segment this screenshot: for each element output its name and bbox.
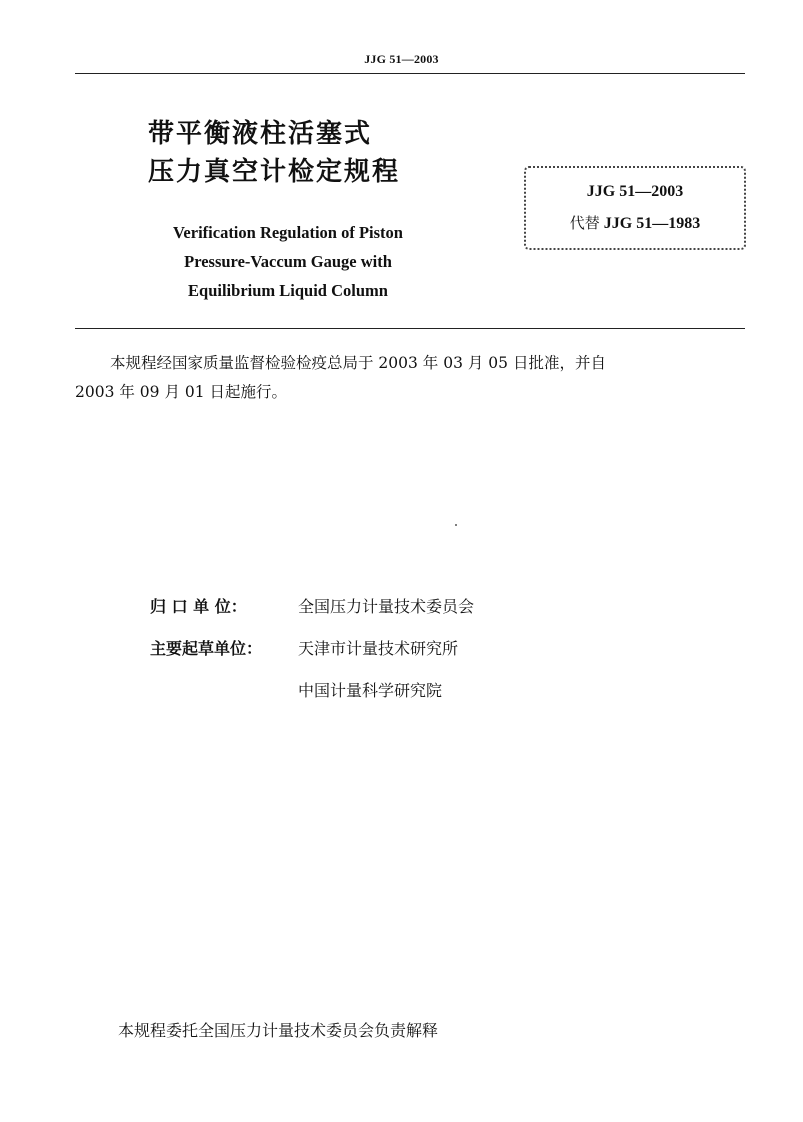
replaces-label: 代替	[569, 214, 600, 232]
replaced-code: JJG 51—1983	[603, 215, 701, 232]
title-english-line-2: Pressure-Vaccum Gauge with	[184, 252, 392, 271]
stray-dot	[455, 524, 457, 526]
title-chinese-line-1: 带平衡液柱活塞式	[148, 119, 373, 149]
replaces-code-line	[524, 212, 746, 233]
approval-paragraph	[75, 349, 745, 407]
interpretation-note: 本规程委托全国压力计量技术委员会负责解释	[118, 1021, 439, 1040]
header-standard-code: JJG 51—2003	[364, 52, 439, 66]
standard-code: JJG 51—2003	[586, 183, 684, 200]
responsible-unit: 全国压力计量技术委员会	[298, 597, 475, 616]
drafting-unit-label: 主要起草单位：	[150, 639, 263, 658]
header-rule	[75, 73, 745, 74]
approval-line-2: 2003 年 09 月 01 日起施行。	[75, 383, 288, 401]
drafting-unit-1: 天津市计量技术研究所	[298, 639, 459, 658]
title-english-line-1: Verification Regulation of Piston	[173, 223, 403, 242]
section-rule	[75, 328, 745, 329]
responsible-unit-label: 归 口 单 位：	[150, 597, 247, 616]
drafting-unit-2: 中国计量科学研究院	[298, 681, 443, 700]
approval-line-1: 本规程经国家质量监督检验检疫总局于 2003 年 03 月 05 日批准，并自	[110, 354, 606, 372]
standard-code-box	[524, 166, 746, 250]
title-english-line-3: Equilibrium Liquid Column	[188, 281, 388, 300]
title-chinese-line-2: 压力真空计检定规程	[148, 157, 401, 187]
